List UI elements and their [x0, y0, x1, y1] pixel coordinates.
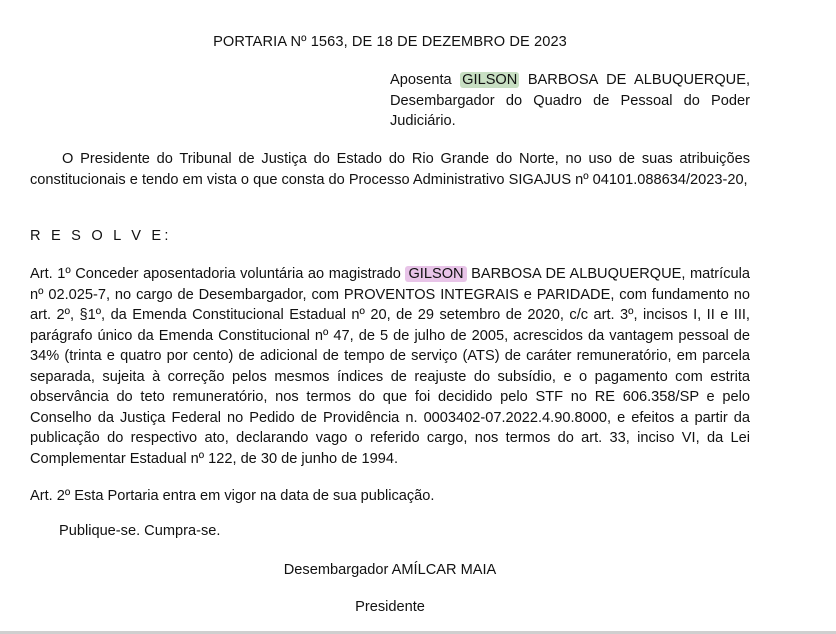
- resolve-heading: R E S O L V E:: [30, 228, 172, 244]
- article-2: Art. 2º Esta Portaria entra em vigor na data de sua publicação.: [30, 488, 435, 504]
- article-1-suffix: BARBOSA DE ALBUQUERQUE, matrícula nº 02.025-7, no cargo de Desembargador, com PROVENTOS INTEGRAIS e PARIDADE, com fundamento no art. 2º, §1º, da Emenda Constitucional Estadual nº 20, de 29 setembro de 2020, c/c art. 3º, incisos I, II e III, parágrafo único da Emenda Constitucional nº 47, de 5 de julho de 2005, acrescidos da vantagem pessoal de 34% (trinta e quatro por cento) de adicional de tempo de serviço (ATS) de caráter remuneratório, em parcela separada, sujeita à correção pelos mesmos índices de reajuste do subsídio, e o pagamento com estrita observância do teto remuneratório, nos termos do que foi decidido pelo STF no RE 606.358/SP e pelo Conselho da Justiça Federal no Pedido de Providência n. 0003402-07.2022.4.90.8000, e efeitos a partir da publicação do respectivo ato, declarando vago o referido cargo, nos termos do art. 33, inciso VI, da Lei Complementar Estadual nº 122, de 30 de junho de 1994.: [30, 266, 750, 467]
- document-title: PORTARIA Nº 1563, DE 18 DE DEZEMBRO DE 2023: [213, 34, 567, 50]
- ementa-suffix: BARBOSA DE ALBUQUERQUE, Desembargador do Quadro de Pessoal do Poder Judiciário.: [390, 72, 750, 129]
- signer-role: Presidente: [355, 599, 425, 615]
- intro-paragraph: O Presidente do Tribunal de Justiça do Estado do Rio Grande do Norte, no uso de suas atribuições constitucionais e tendo em vista o que consta do Processo Administrativo SIGAJUS nº 04101.088634/2023-20,: [30, 151, 750, 188]
- ementa: [390, 70, 750, 132]
- article-1-prefix: Art. 1º Conceder aposentadoria voluntária ao magistrado: [30, 266, 406, 282]
- highlighted-name-green[interactable]: GILSON: [462, 72, 518, 88]
- article-1: [30, 264, 750, 469]
- closing-formula: Publique-se. Cumpra-se.: [59, 523, 221, 539]
- highlighted-name-pink[interactable]: GILSON: [405, 266, 466, 282]
- ementa-prefix: Aposenta: [390, 72, 461, 88]
- signer-name: Desembargador AMÍLCAR MAIA: [283, 562, 497, 578]
